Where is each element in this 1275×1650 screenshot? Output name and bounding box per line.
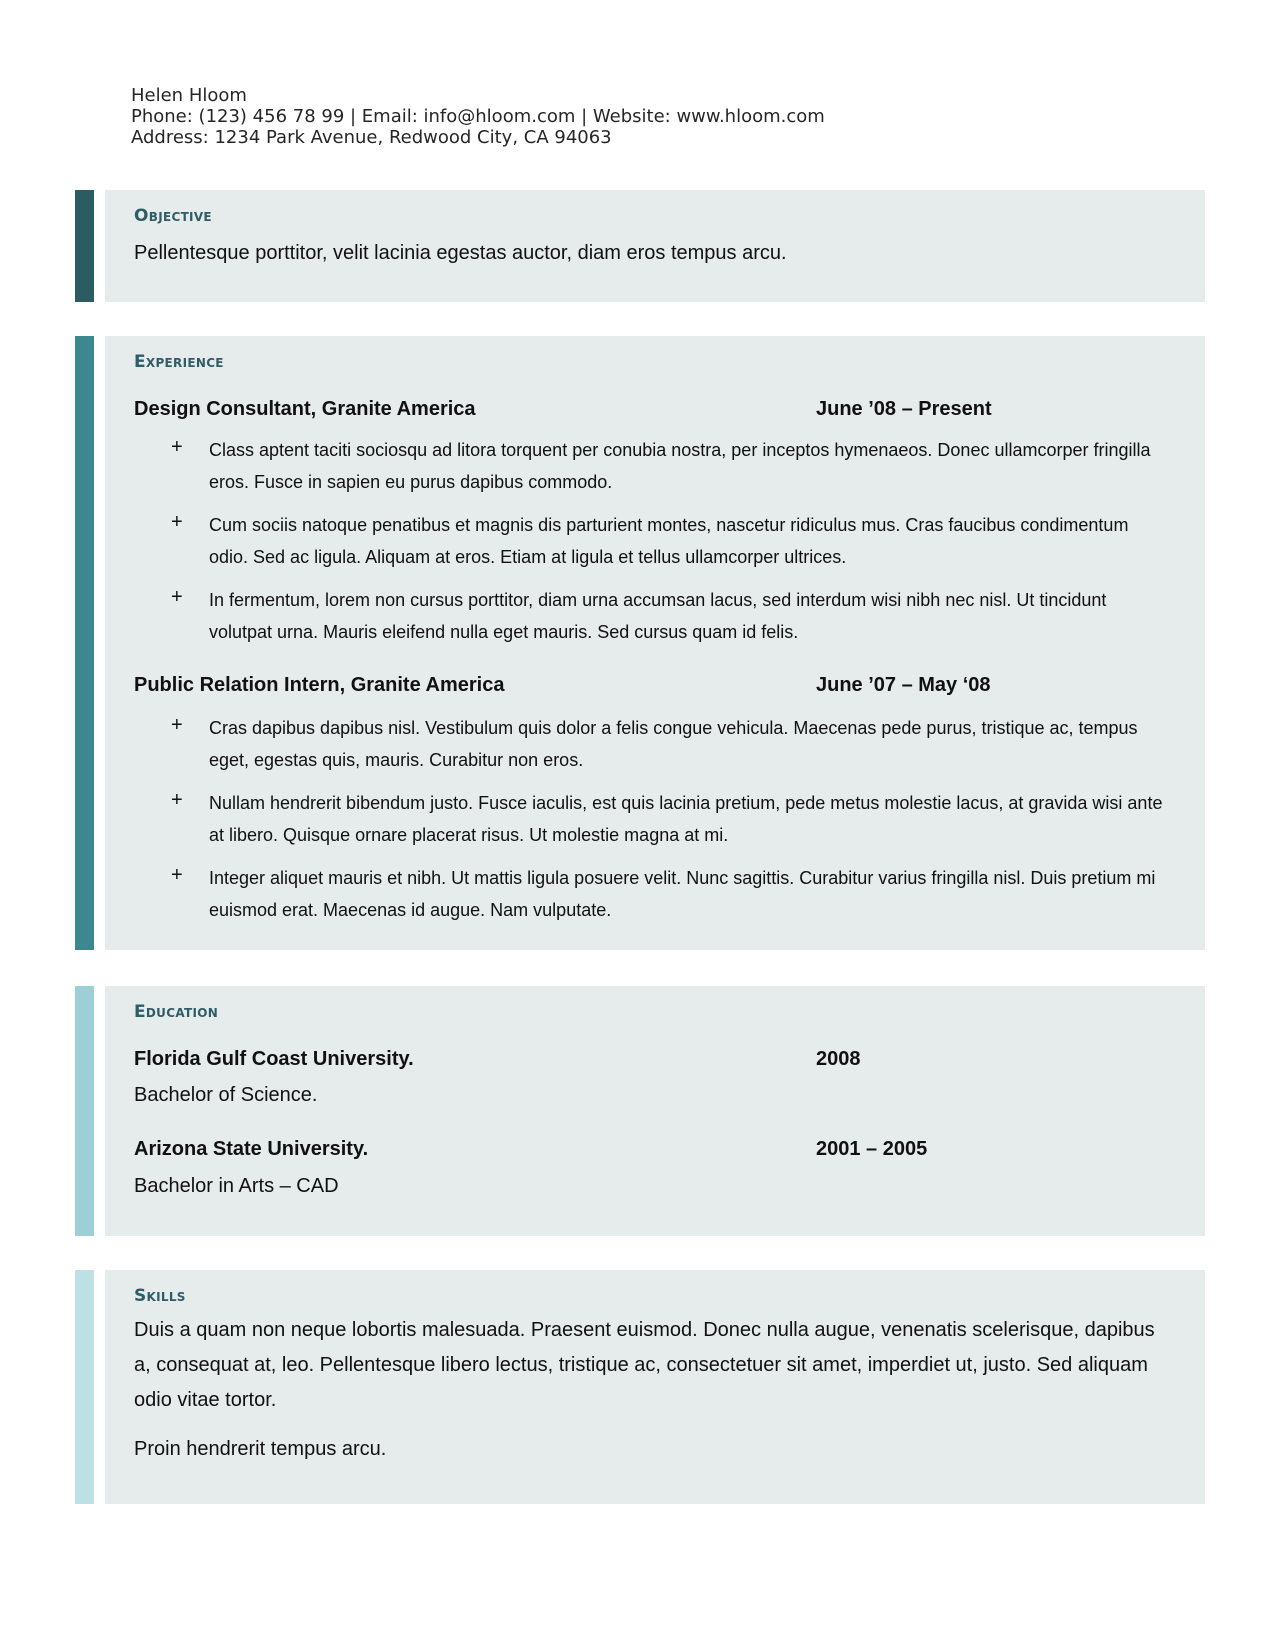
bullet-text: In fermentum, lorem non cursus porttitor, diam urna accumsan lacus, sed interdum wisi nibh nec nisl. Ut tincidunt volutpat urna. Mauris eleifend nulla eget mauris. Sed cursus quam id felis. xyxy=(209,590,1107,642)
list-item xyxy=(171,787,1171,851)
list-item xyxy=(171,509,1171,573)
plus-bullet-icon: + xyxy=(171,789,183,811)
skills-paragraph: Proin hendrerit tempus arcu. xyxy=(134,1438,387,1460)
contact-line: Phone: (123) 456 78 99 | Email: info@hloom.com | Website: www.hloom.com xyxy=(131,106,825,127)
degree: Bachelor of Science. xyxy=(134,1084,318,1106)
degree: Bachelor in Arts – CAD xyxy=(134,1175,339,1197)
list-item xyxy=(171,584,1171,648)
job-title: Design Consultant, Granite America xyxy=(134,398,476,420)
experience-section xyxy=(75,336,1205,950)
bullet-text: Cras dapibus dapibus nisl. Vestibulum quis dolor a felis congue vehicula. Maecenas pede purus, tristique ac, tempus eget, egestas quis, mauris. Curabitur non eros. xyxy=(209,718,1138,770)
plus-bullet-icon: + xyxy=(171,864,183,886)
objective-heading: Objective xyxy=(134,206,212,226)
bullet-text: Integer aliquet mauris et nibh. Ut mattis ligula posuere velit. Nunc sagittis. Curabitur varius fringilla nisl. Duis pretium mi euismod erat. Maecenas id augue. Nam vulputate. xyxy=(209,868,1156,920)
education-section xyxy=(75,986,1205,1236)
school-year: 2008 xyxy=(816,1048,861,1070)
education-heading: Education xyxy=(134,1002,219,1022)
address-line: Address: 1234 Park Avenue, Redwood City, CA 94063 xyxy=(131,127,612,148)
bullet-text: Class aptent taciti sociosqu ad litora torquent per conubia nostra, per inceptos hymenaeos. Donec ullamcorper fringilla eros. Fusce in sapien eu purus dapibus commodo. xyxy=(209,440,1151,492)
skills-paragraph: Duis a quam non neque lobortis malesuada. Praesent euismod. Donec nulla augue, venenatis scelerisque, dapibus a, consequat at, leo. Pellentesque libero lectus, tristique ac, consectetuer sit amet, imperdiet ut, justo. Sed aliquam odio vitae tortor. xyxy=(134,1319,1155,1411)
job-title: Public Relation Intern, Granite America xyxy=(134,674,505,696)
plus-bullet-icon: + xyxy=(171,511,183,533)
objective-accent-bar xyxy=(75,190,94,302)
plus-bullet-icon: + xyxy=(171,714,183,736)
school-year: 2001 – 2005 xyxy=(816,1138,928,1160)
job-bullet-list xyxy=(171,712,1171,937)
skills-section xyxy=(75,1270,1205,1504)
education-panel xyxy=(105,986,1205,1236)
experience-heading: Experience xyxy=(134,352,224,372)
job-dates: June ’08 – Present xyxy=(816,398,992,420)
job-bullet-list xyxy=(171,434,1171,659)
list-item xyxy=(171,434,1171,498)
bullet-text: Cum sociis natoque penatibus et magnis dis parturient montes, nascetur ridiculus mus. Cras faucibus condimentum odio. Sed ac ligula. Aliquam at eros. Etiam at ligula et tellus ullamcorper ultrices. xyxy=(209,515,1129,567)
experience-accent-bar xyxy=(75,336,94,950)
list-item xyxy=(171,862,1171,926)
plus-bullet-icon: + xyxy=(171,436,183,458)
objective-section xyxy=(75,190,1205,302)
school-name: Arizona State University. xyxy=(134,1138,369,1160)
bullet-text: Nullam hendrerit bibendum justo. Fusce iaculis, est quis lacinia pretium, pede metus molestie lacus, at gravida wisi ante at libero. Quisque ornare placerat risus. Ut molestie magna at mi. xyxy=(209,793,1163,845)
school-name: Florida Gulf Coast University. xyxy=(134,1048,414,1070)
education-accent-bar xyxy=(75,986,94,1236)
resume-header xyxy=(131,85,825,148)
plus-bullet-icon: + xyxy=(171,586,183,608)
candidate-name: Helen Hloom xyxy=(131,85,247,106)
skills-heading: Skills xyxy=(134,1286,186,1306)
job-dates: June ’07 – May ‘08 xyxy=(816,674,991,696)
skills-accent-bar xyxy=(75,1270,94,1504)
list-item xyxy=(171,712,1171,776)
objective-text: Pellentesque porttitor, velit lacinia egestas auctor, diam eros tempus arcu. xyxy=(134,242,787,264)
